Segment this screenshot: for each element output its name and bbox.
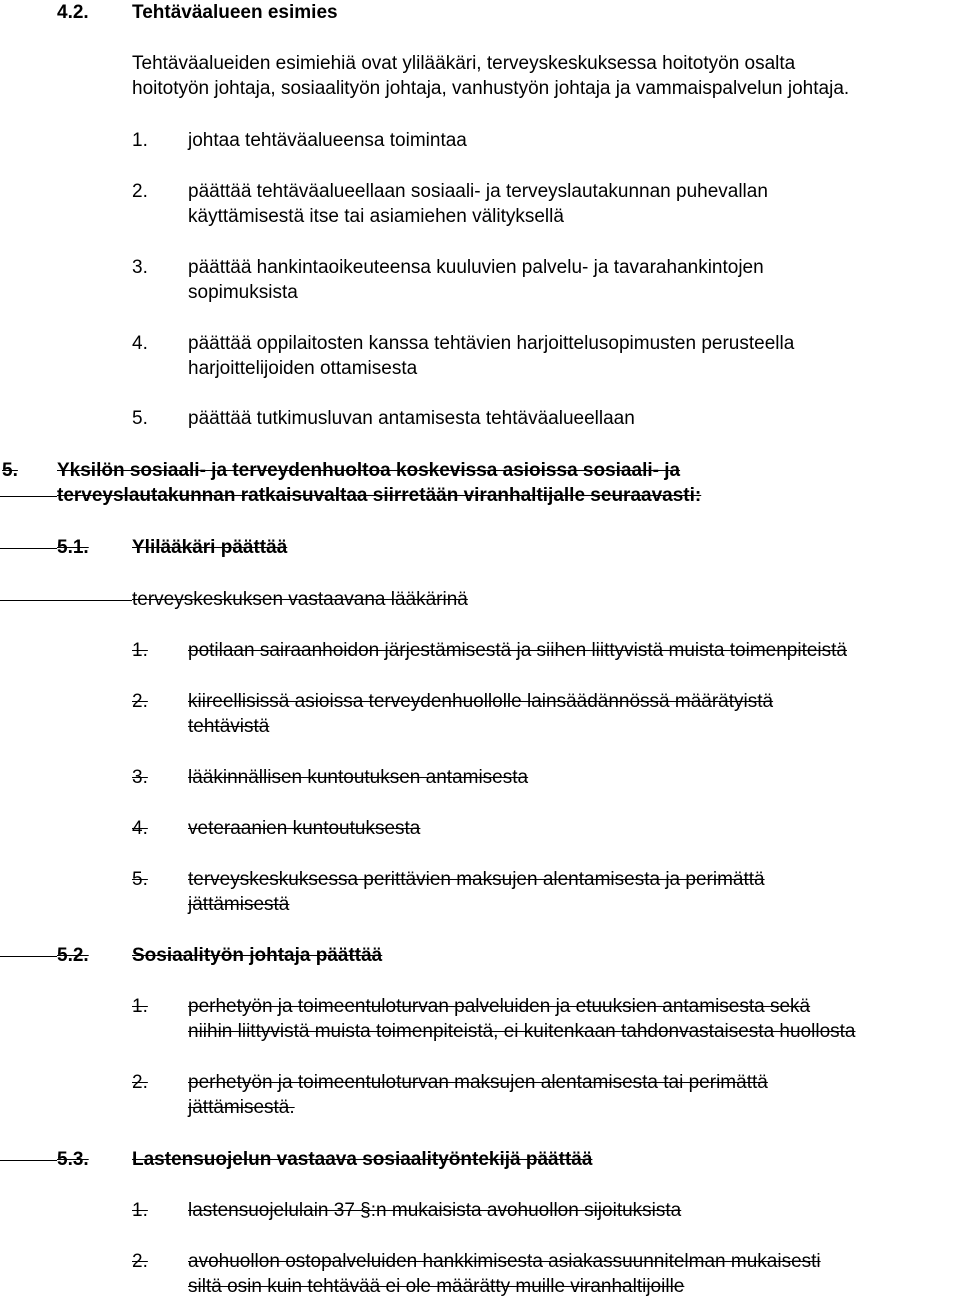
list-item-text-cont: niihin liittyvistä muista toimenpiteistä, ei kuitenkaan tahdonvastaisesta huollosta	[188, 1021, 856, 1042]
list-item-text-cont: jättämisestä	[188, 894, 290, 915]
section-5-2-title: Sosiaalityön johtaja päättää	[132, 945, 383, 966]
deletion-rule	[0, 496, 57, 497]
section-4-2-intro-line2: hoitotyön johtaja, sosiaalityön johtaja, vanhustyön johtaja ja vammaispalvelun johtaja.	[132, 78, 850, 99]
list-item-text: päättää hankintaoikeuteensa kuuluvien palvelu- ja tavarahankintojen	[188, 257, 764, 278]
list-item-number: 1.	[132, 996, 148, 1017]
list-item-number: 5.	[132, 869, 148, 890]
section-4-2-intro-line1: Tehtäväalueiden esimiehiä ovat ylilääkäri, terveyskeskuksessa hoitotyön osalta	[132, 53, 796, 74]
list-item-text-cont: jättämisestä.	[188, 1097, 295, 1118]
list-item-number: 1.	[132, 640, 148, 661]
list-item-number: 3.	[132, 767, 148, 788]
list-item-text-cont: käyttämisestä itse tai asiamiehen välityksellä	[188, 206, 564, 227]
section-5-number: 5.	[2, 460, 18, 481]
list-item-text: potilaan sairaanhoidon järjestämisestä ja siihen liittyvistä muista toimenpiteistä	[188, 640, 847, 661]
section-5-3-title: Lastensuojelun vastaava sosiaalityöntekijä päättää	[132, 1149, 593, 1170]
list-item-text: lääkinnällisen kuntoutuksen antamisesta	[188, 767, 529, 788]
deletion-rule	[0, 956, 57, 957]
section-5-1-title: Ylilääkäri päättää	[132, 537, 288, 558]
deletion-rule	[0, 600, 132, 601]
list-item-number: 2.	[132, 691, 148, 712]
list-item-number: 4.	[132, 333, 148, 354]
section-5-3-number: 5.3.	[57, 1149, 89, 1170]
list-item-number: 4.	[132, 818, 148, 839]
section-5-1-role: terveyskeskuksen vastaavana lääkärinä	[132, 589, 468, 610]
list-item-text: päättää tutkimusluvan antamisesta tehtäväalueellaan	[188, 408, 635, 429]
list-item-text: perhetyön ja toimeentuloturvan palveluiden ja etuuksien antamisesta sekä	[188, 996, 811, 1017]
list-item-number: 5.	[132, 408, 148, 429]
list-item-number: 1.	[132, 1200, 148, 1221]
list-item-number: 2.	[132, 1251, 148, 1272]
section-5-1-number: 5.1.	[57, 537, 89, 558]
list-item-number: 3.	[132, 257, 148, 278]
section-5-title-line2: terveyslautakunnan ratkaisuvaltaa siirretään viranhaltijalle seuraavasti:	[57, 485, 702, 506]
list-item-number: 2.	[132, 1072, 148, 1093]
list-item-text: terveyskeskuksessa perittävien maksujen alentamisesta ja perimättä	[188, 869, 765, 890]
list-item-text-cont: tehtävistä	[188, 716, 270, 737]
list-item-text: johtaa tehtäväalueensa toimintaa	[188, 130, 467, 151]
list-item-text: lastensuojelulain 37 §:n mukaisista avohuollon sijoituksista	[188, 1200, 682, 1221]
list-item-text: kiireellisissä asioissa terveydenhuollolle lainsäädännössä määrätyistä	[188, 691, 774, 712]
list-item-text: päättää tehtäväalueellaan sosiaali- ja terveyslautakunnan puhevallan	[188, 181, 768, 202]
list-item-text-cont: sopimuksista	[188, 282, 298, 303]
list-item-number: 2.	[132, 181, 148, 202]
list-item-text: perhetyön ja toimeentuloturvan maksujen alentamisesta tai perimättä	[188, 1072, 768, 1093]
deletion-rule	[0, 548, 57, 549]
list-item-text-cont: harjoittelijoiden ottamisesta	[188, 358, 418, 379]
section-4-2-title: Tehtäväalueen esimies	[132, 2, 338, 23]
list-item-number: 1.	[132, 130, 148, 151]
list-item-text: päättää oppilaitosten kanssa tehtävien harjoittelusopimusten perusteella	[188, 333, 795, 354]
section-4-2-number: 4.2.	[57, 2, 89, 23]
section-5-2-number: 5.2.	[57, 945, 89, 966]
list-item-text: avohuollon ostopalveluiden hankkimisesta asiakassuunnitelman mukaisesti	[188, 1251, 821, 1272]
section-5-title-line1: Yksilön sosiaali- ja terveydenhuoltoa koskevissa asioissa sosiaali- ja	[57, 460, 681, 481]
list-item-text-cont: siltä osin kuin tehtävää ei ole määrätty muille viranhaltijoille	[188, 1276, 685, 1297]
deletion-rule	[0, 1160, 57, 1161]
list-item-text: veteraanien kuntoutuksesta	[188, 818, 421, 839]
